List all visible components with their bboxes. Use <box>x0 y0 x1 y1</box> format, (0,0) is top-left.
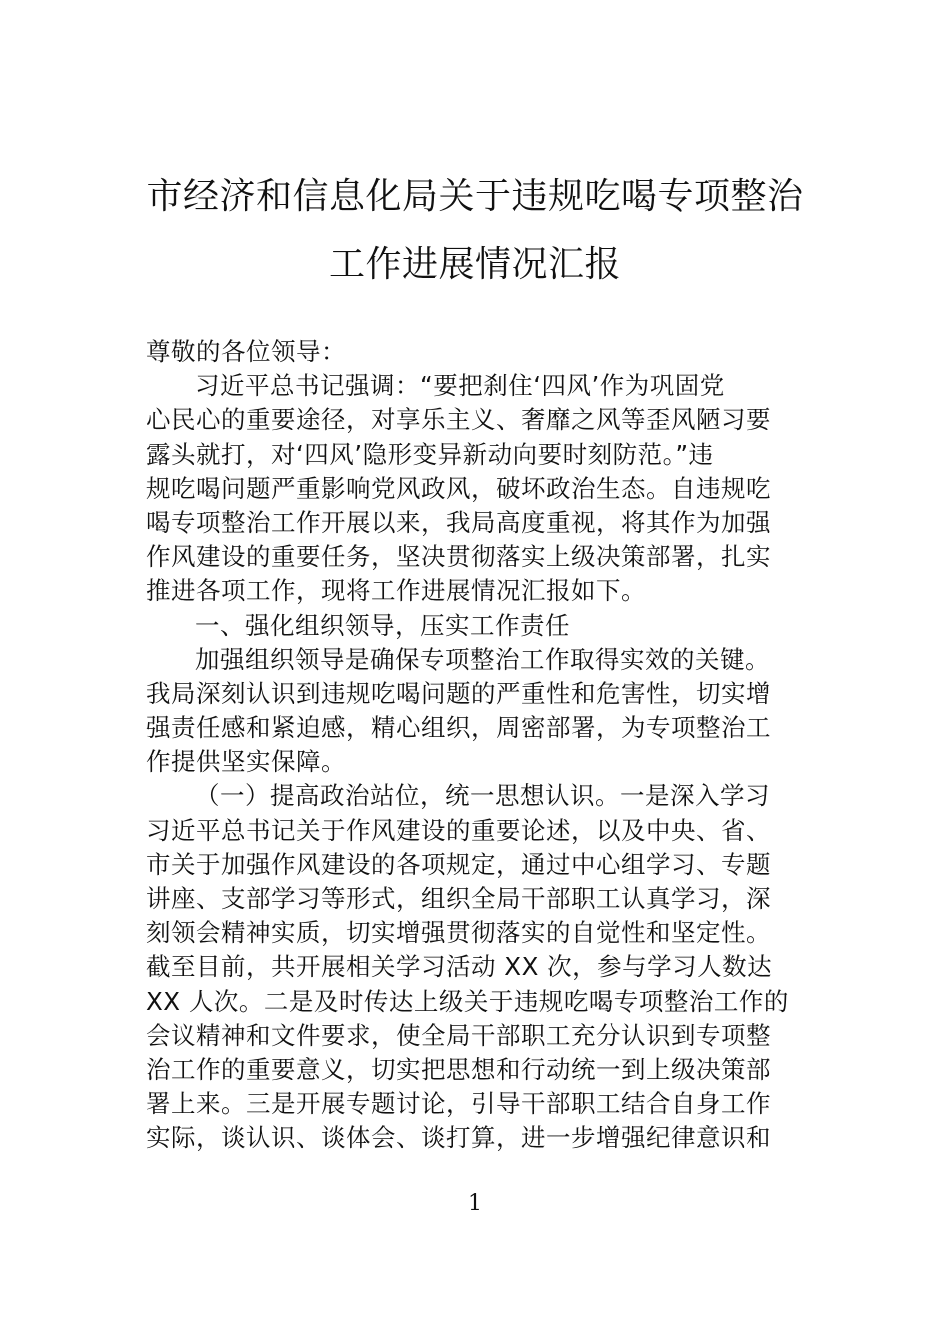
paragraph-1-line: 心民心的重要途径，对享乐主义、奢靡之风等歪风陋习要 <box>146 405 771 435</box>
paragraph-1-line: 推进各项工作，现将工作进展情况汇报如下。 <box>146 576 646 606</box>
page-number: 1 <box>468 1191 482 1216</box>
paragraph-3-line: 会议精神和文件要求，使全局干部职工充分认识到专项整 <box>146 1020 771 1050</box>
paragraph-1-line: 喝专项整治工作开展以来，我局高度重视，将其作为加强 <box>146 507 771 537</box>
paragraph-3-line: （一）提高政治站位，统一思想认识。一是深入学习 <box>195 781 770 811</box>
paragraph-1-line: 规吃喝问题严重影响党风政风，破坏政治生态。自违规吃 <box>146 473 771 503</box>
paragraph-2-line: 强责任感和紧迫感，精心组织，周密部署，为专项整治工 <box>146 713 771 743</box>
paragraph-3-line: 实际，谈认识、谈体会、谈打算，进一步增强纪律意识和 <box>146 1123 771 1153</box>
paragraph-2-line: 我局深刻认识到违规吃喝问题的严重性和危害性，切实增 <box>146 678 771 708</box>
paragraph-3-line: 刻领会精神实质，切实增强贯彻落实的自觉性和坚定性。 <box>146 918 771 948</box>
document-title-line-2: 工作进展情况汇报 <box>328 244 621 285</box>
document-body <box>146 335 808 1156</box>
paragraph-3-line: 讲座、支部学习等形式，组织全局干部职工认真学习，深 <box>146 884 771 913</box>
paragraph-3-line: 治工作的重要意义，切实把思想和行动统一到上级决策部 <box>146 1054 771 1084</box>
paragraph-3-line: 市关于加强作风建设的各项规定，通过中心组学习、专题 <box>146 849 771 879</box>
paragraph-2-line: 加强组织领导是确保专项整治工作取得实效的关键。 <box>195 644 770 674</box>
paragraph-3-line: 截至目前，共开展相关学习活动 XX 次，参与学习人数达 <box>146 952 773 982</box>
paragraph-2-line: 作提供坚实保障。 <box>146 747 346 777</box>
document-title-line-1: 市经济和信息化局关于违规吃喝专项整治 <box>146 176 804 217</box>
paragraph-3-line: 署上来。三是开展专题讨论，引导干部职工结合自身工作 <box>146 1089 771 1119</box>
paragraph-1-line: 作风建设的重要任务，坚决贯彻落实上级决策部署，扎实 <box>146 542 771 572</box>
section-1-heading: 一、强化组织领导，压实工作责任 <box>195 610 570 640</box>
paragraph-3-line: 习近平总书记关于作风建设的重要论述，以及中央、省、 <box>146 815 771 845</box>
paragraph-1-line: 习近平总书记强调：“要把刹住‘四风’作为巩固党 <box>195 371 725 401</box>
paragraph-1-line: 露头就打，对‘四风’隐形变异新动向要时刻防范。”违 <box>146 439 714 469</box>
salutation: 尊敬的各位领导： <box>146 337 346 366</box>
paragraph-3-line: XX 人次。二是及时传达上级关于违规吃喝专项整治工作的 <box>146 986 789 1016</box>
